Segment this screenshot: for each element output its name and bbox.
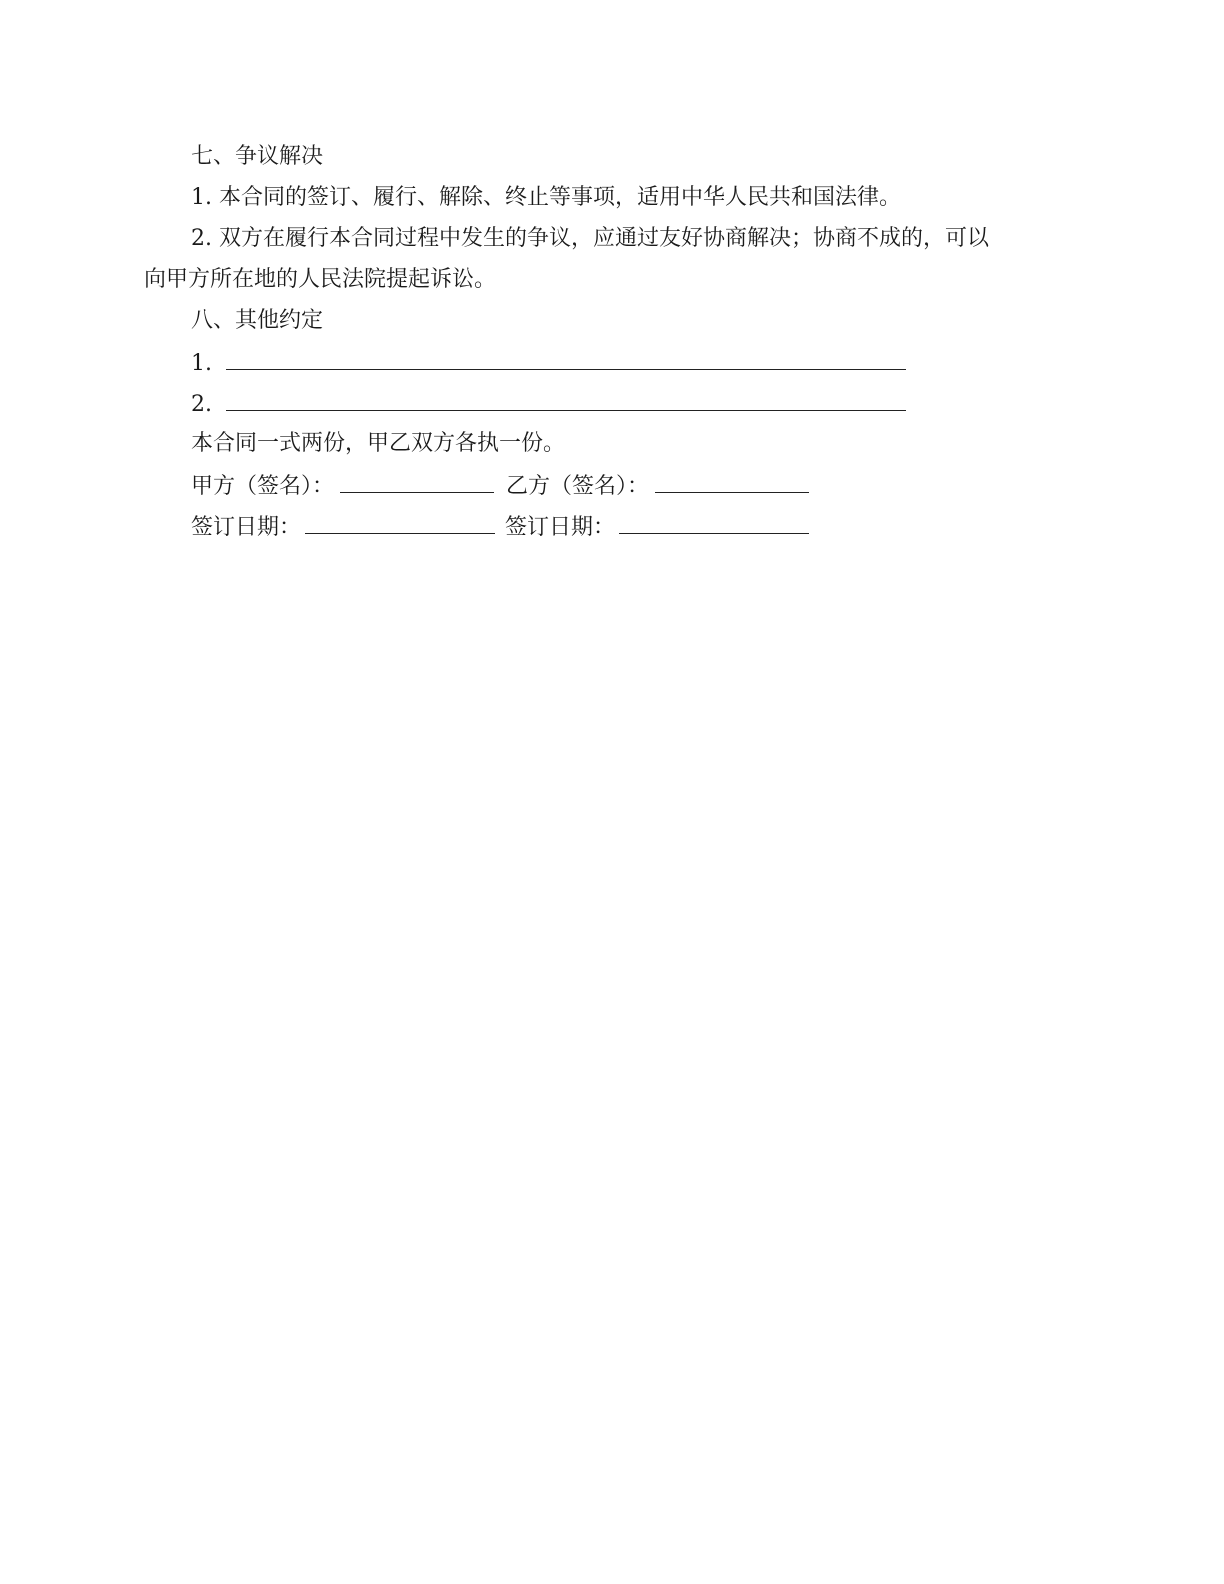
section-8-item-2-blank[interactable] [226, 388, 906, 411]
party-b-sign-label: 乙方（签名）： [506, 474, 650, 499]
sign-date-a-blank[interactable] [305, 511, 495, 534]
sign-date-b-label: 签订日期： [505, 515, 616, 540]
section-8-item-2 [191, 388, 906, 420]
section-8-heading: 八、其他约定 [191, 308, 324, 333]
signature-row [191, 470, 821, 502]
section-7-item-2-line-2: 向甲方所在地的人民法院提起诉讼。 [144, 267, 497, 292]
section-7-item-2-line-1: 2. 双方在履行本合同过程中发生的争议，应通过友好协商解决；协商不成的，可以 [191, 226, 989, 251]
section-7-heading: 七、争议解决 [191, 144, 324, 169]
sign-date-a-label: 签订日期： [191, 515, 302, 540]
sign-date-b-blank[interactable] [619, 511, 809, 534]
section-8-item-1 [191, 347, 906, 379]
party-a-sign-label: 甲方（签名）： [191, 474, 335, 499]
section-7-item-1: 1. 本合同的签订、履行、解除、终止等事项，适用中华人民共和国法律。 [191, 185, 901, 210]
sign-date-row [191, 511, 819, 543]
section-8-item-2-number: 2. [191, 392, 212, 417]
section-8-item-1-blank[interactable] [226, 347, 906, 370]
section-8-item-1-number: 1. [191, 351, 212, 376]
party-b-signature-blank[interactable] [655, 470, 809, 493]
party-a-signature-blank[interactable] [340, 470, 494, 493]
copies-statement: 本合同一式两份，甲乙双方各执一份。 [191, 431, 566, 456]
